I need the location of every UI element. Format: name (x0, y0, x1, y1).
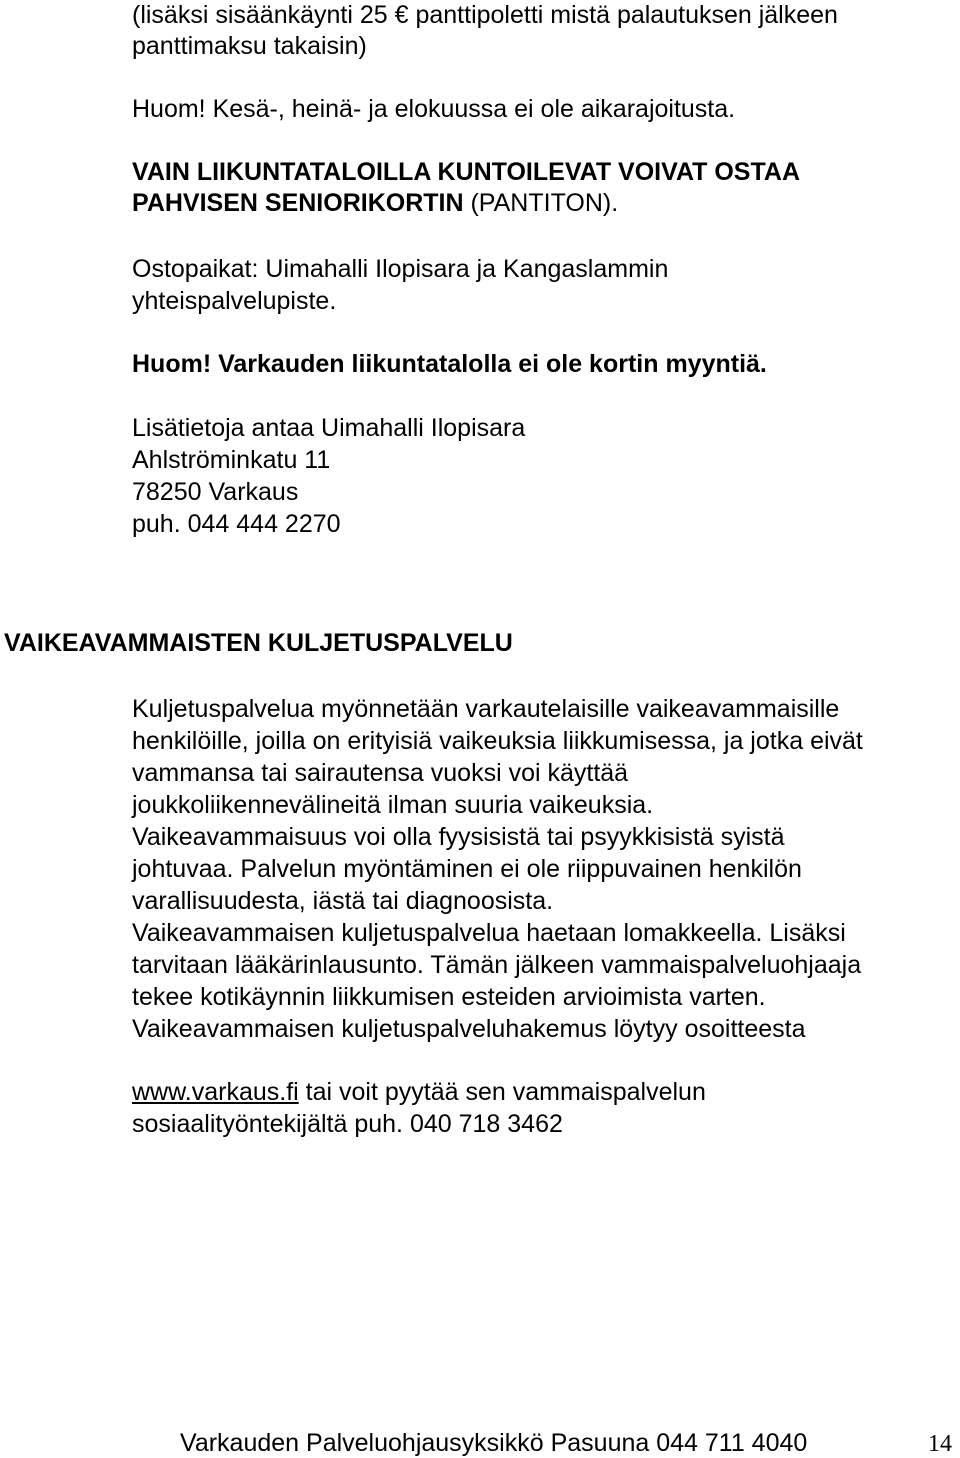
varkaus-website-link[interactable]: www.varkaus.fi (132, 1078, 299, 1106)
footer-text: Varkauden Palveluohjausyksikkö Pasuuna 044 711 4040 (180, 1429, 808, 1457)
social-worker-phone-line: sosiaalityöntekijältä puh. 040 718 3462 (132, 1110, 563, 1138)
purchase-places-line-1: Ostopaikat: Uimahalli Ilopisara ja Kangaslammin (132, 255, 669, 283)
transport-body-line: varallisuudesta, iästä tai diagnoosista. (132, 887, 554, 915)
senior-card-rest-text: (PANTITON). (463, 189, 619, 217)
contact-street: Ahlströminkatu 11 (132, 446, 331, 474)
link-line (132, 1077, 706, 1107)
transport-body-line: Vaikeavammaisen kuljetuspalveluhakemus löytyy osoitteesta (132, 1015, 806, 1043)
transport-body-line: tekee kotikäynnin liikkumisen esteiden arvioimista varten. (132, 983, 766, 1011)
transport-body-line: johtuvaa. Palvelun myöntäminen ei ole riippuvainen henkilön (132, 855, 802, 883)
transport-body-line: henkilöille, joilla on erityisiä vaikeuksia liikkumisessa, ja jotka eivät (132, 727, 863, 755)
senior-card-line-1: VAIN LIIKUNTATALOILLA KUNTOILEVAT VOIVAT OSTAA (132, 158, 801, 186)
transport-body-line: tarvitaan lääkärinlausunto. Tämän jälkeen vammaispalveluohjaaja (132, 951, 862, 979)
transport-body-line: Kuljetuspalvelua myönnetään varkautelaisille vaikeavammaisille (132, 695, 840, 723)
transport-body-line: joukkoliikennevälineitä ilman suuria vaikeuksia. (132, 791, 654, 819)
pledge-line-1: (lisäksi sisäänkäynti 25 € panttipoletti mistä palautuksen jälkeen (132, 1, 838, 29)
senior-card-bold-text: PAHVISEN SENIORIKORTIN (132, 189, 464, 217)
contact-postal: 78250 Varkaus (132, 478, 299, 506)
contact-phone: puh. 044 444 2270 (132, 510, 341, 538)
transport-body-line: Vaikeavammaisen kuljetuspalvelua haetaan lomakkeella. Lisäksi (132, 919, 846, 947)
link-line-rest: tai voit pyytää sen vammaispalvelun (298, 1078, 706, 1106)
no-sale-note: Huom! Varkauden liikuntatalolla ei ole kortin myyntiä. (132, 350, 767, 378)
transport-body-line: vammansa tai sairautensa vuoksi voi käyttää (132, 759, 629, 787)
page-number: 14 (928, 1431, 952, 1457)
pledge-line-2: panttimaksu takaisin) (132, 32, 367, 60)
transport-body-line: Vaikeavammaisuus voi olla fyysisistä tai psyykkisistä syistä (132, 823, 785, 851)
purchase-places-line-2: yhteispalvelupiste. (132, 287, 337, 315)
summer-note: Huom! Kesä-, heinä- ja elokuussa ei ole aikarajoitusta. (132, 95, 736, 123)
senior-card-line-2 (132, 188, 618, 218)
transport-heading: VAIKEAVAMMAISTEN KULJETUSPALVELU (4, 629, 513, 657)
contact-info: Lisätietoja antaa Uimahalli Ilopisara (132, 414, 526, 442)
